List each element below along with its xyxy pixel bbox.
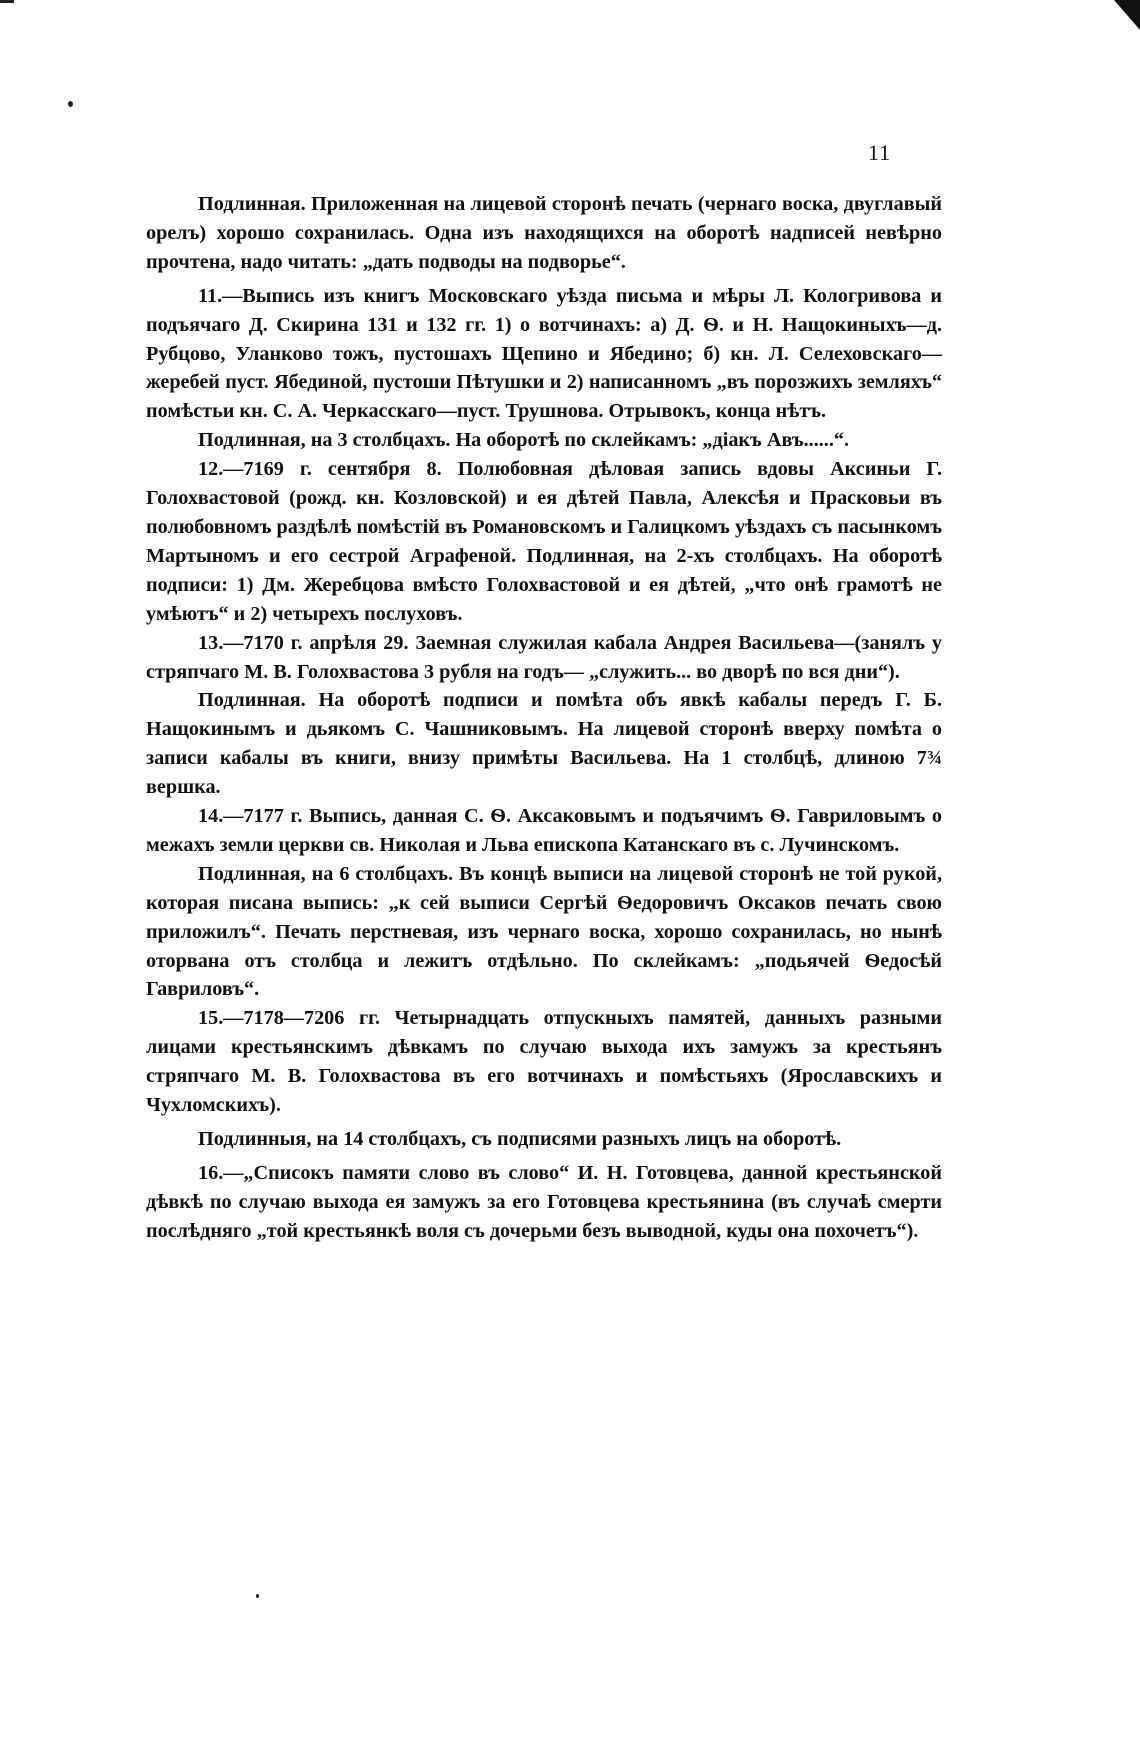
paragraph: 13.—7170 г. апрѣля 29. Заемная служилая кабала Андрея Васильева—(занялъ у стряпчаго М. В. Голохвастова 3 рубля на годъ— „служить... во дворѣ по вся дни“). [146,631,942,683]
scan-corner-shadow [1114,0,1140,30]
paragraph: 11.—Выпись изъ книгъ Московскаго уѣзда письма и мѣры Л. Кологривова и подъячаго Д. Скирина 131 и 132 гг. 1) о вотчинахъ: а) Д. Ѳ. и Н. Нащокиныхъ—д. Рубцово, Уланково тожъ, пустошахъ Щепино и Ябедино; б) кн. Л. Селеховскаго—жеребей пуст. Ябединой, пустоши Пѣтушки и 2) написанномъ „въ порозжихъ земляхъ“ помѣстьи кн. С. А. Черкасскаго—пуст. Трушнова. Отрывокъ, конца нѣтъ. [146,284,942,423]
body-text [146,190,942,1246]
scan-edge-mark [0,0,14,3]
paragraph: Подлинныя, на 14 столбцахъ, съ подписями разныхъ лицъ на оборотѣ. [198,1128,842,1150]
paragraph: Подлинная, на 3 столбцахъ. На оборотѣ по склейкамъ: „діакъ Авъ......“. [198,429,850,452]
page-number: 11 [868,140,892,165]
scan-speck [256,1594,259,1598]
paragraph: 14.—7177 г. Выпись, данная С. Ѳ. Аксаковымъ и подъячимъ Ѳ. Гавриловымъ о межахъ земли церкви св. Николая и Льва епископа Катанскаго въ с. Лучинскомъ. [146,805,942,856]
scan-speck [68,101,73,107]
paragraph: 12.—7169 г. сентября 8. Полюбовная дѣловая запись вдовы Аксиньи Г. Голохвастовой (рожд. кн. Козловской) и ея дѣтей Павла, Алексѣя и Прасковьи въ полюбовномъ раздѣлѣ помѣстій въ Романовскомъ и Галицкомъ уѣздахъ съ пасынкомъ Мартыномъ и его сестрой Аграфеной. Подлинная, на 2-хъ столбцахъ. На оборотѣ подписи: 1) Дм. Жеребцова вмѣсто Голохвастовой и ея дѣтей, „что онѣ грамотѣ не умѣютъ“ и 2) четырехъ послуховъ. [146,458,942,625]
paragraph: Подлинная, на 6 столбцахъ. Въ концѣ выписи на лицевой сторонѣ не той рукой, которая писана выпись: „к сей выписи Сергѣй Ѳедоровичъ Оксаков печать свою приложилъ“. Печать перстневая, изъ чернаго воска, хорошо сохранилась, но нынѣ оторвана отъ столбца и лежитъ отдѣльно. По склейкамъ: „подьячей Ѳедосѣй Гавриловъ“. [146,862,942,1001]
paragraph: Подлинная. На оборотѣ подписи и помѣта объ явкѣ кабалы передъ Г. Б. Нащокинымъ и дьякомъ С. Чашниковымъ. На лицевой сторонѣ вверху помѣта о записи кабалы въ книги, внизу примѣты Васильева. На 1 столбцѣ, длиною 7¾ вершка. [146,689,942,799]
paragraph: 15.—7178—7206 гг. Четырнадцать отпускныхъ памятей, данныхъ разными лицами крестьянскимъ дѣвкамъ по случаю выхода ихъ замужъ за крестьянъ стряпчаго М. В. Голохвастова въ его вотчинахъ и помѣстьяхъ (Ярославскихъ и Чухломскихъ). [146,1007,942,1117]
paragraph: Подлинная. Приложенная на лицевой сторонѣ печать (чернаго воска, двуглавый орелъ) хорошо сохранилась. Одна изъ находящихся на оборотѣ надписей невѣрно прочтена, надо читать: „дать подводы на подворье“. [146,193,942,273]
paragraph: 16.—„Списокъ памяти слово въ слово“ И. Н. Готовцева, данной крестьянской дѣвкѣ по случаю выхода ея замужъ за его Готовцева крестьянина (въ случаѣ смерти послѣдняго „той крестьянкѣ воля съ дочерьми безъ выводной, куды она похочетъ“). [146,1161,942,1242]
